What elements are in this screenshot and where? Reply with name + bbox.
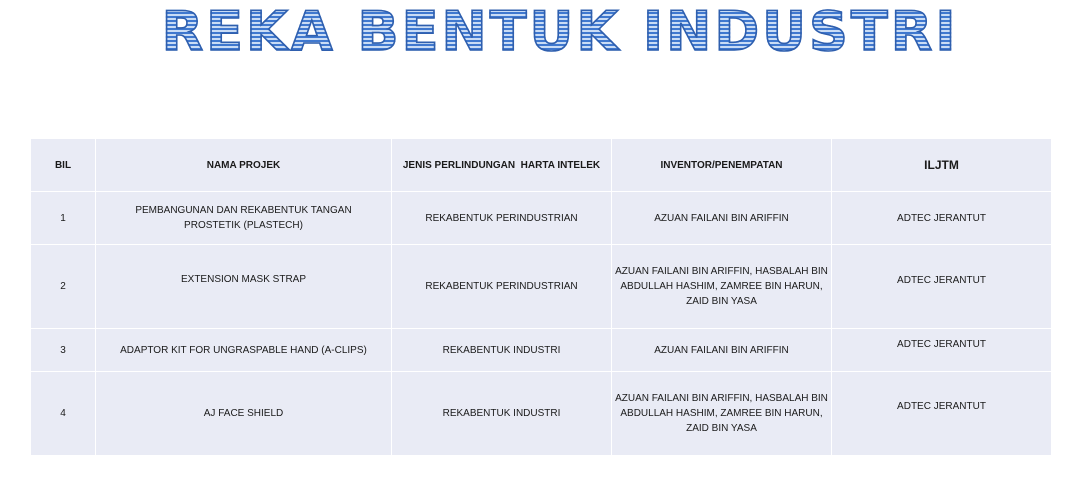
table-row xyxy=(31,192,1052,245)
cell-nama-projek: ADAPTOR KIT FOR UNGRASPABLE HAND (A-CLIPS) xyxy=(96,329,392,372)
cell-inventor: AZUAN FAILANI BIN ARIFFIN xyxy=(612,329,832,372)
cell-nama-projek: PEMBANGUNAN DAN REKABENTUK TANGAN PROSTETIK (PLASTECH) xyxy=(96,192,392,245)
cell-jenis: REKABENTUK PERINDUSTRIAN xyxy=(392,245,612,329)
cell-jenis: REKABENTUK INDUSTRI xyxy=(392,372,612,456)
cell-nama-projek: AJ FACE SHIELD xyxy=(96,372,392,456)
cell-iljtm: ADTEC JERANTUT xyxy=(832,372,1052,456)
cell-jenis: REKABENTUK INDUSTRI xyxy=(392,329,612,372)
header-bil: BIL xyxy=(31,139,96,192)
cell-iljtm: ADTEC JERANTUT xyxy=(832,245,1052,329)
cell-bil: 2 xyxy=(31,245,96,329)
cell-nama-projek: EXTENSION MASK STRAP xyxy=(96,245,392,329)
header-inventor: INVENTOR/PENEMPATAN xyxy=(612,139,832,192)
cell-jenis: REKABENTUK PERINDUSTRIAN xyxy=(392,192,612,245)
ip-table xyxy=(30,138,1052,456)
cell-iljtm: ADTEC JERANTUT xyxy=(832,329,1052,372)
cell-inventor: AZUAN FAILANI BIN ARIFFIN, HASBALAH BIN ABDULLAH HASHIM, ZAMREE BIN HARUN, ZAID BIN YASA xyxy=(612,245,832,329)
table-row xyxy=(31,329,1052,372)
cell-inventor: AZUAN FAILANI BIN ARIFFIN, HASBALAH BIN ABDULLAH HASHIM, ZAMREE BIN HARUN, ZAID BIN YASA xyxy=(612,372,832,456)
cell-bil: 4 xyxy=(31,372,96,456)
header-jenis-perlindungan: JENIS PERLINDUNGAN HARTA INTELEK xyxy=(392,139,612,192)
header-nama-projek: NAMA PROJEK xyxy=(96,139,392,192)
table-row xyxy=(31,372,1052,456)
table-header-row xyxy=(31,139,1052,192)
cell-iljtm: ADTEC JERANTUT xyxy=(832,192,1052,245)
header-iljtm: ILJTM xyxy=(832,139,1052,192)
cell-bil: 3 xyxy=(31,329,96,372)
table-row xyxy=(31,245,1052,329)
cell-inventor: AZUAN FAILANI BIN ARIFFIN xyxy=(612,192,832,245)
page-title: REKA BENTUK INDUSTRI xyxy=(0,2,1082,62)
cell-bil: 1 xyxy=(31,192,96,245)
